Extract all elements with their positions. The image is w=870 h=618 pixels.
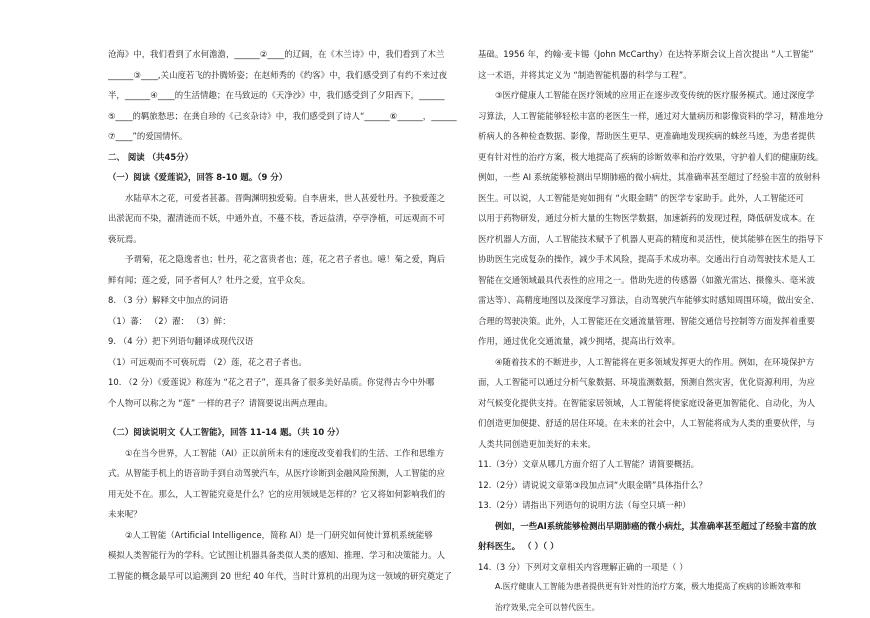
text-line: 9. （4 分）把下列语句翻译成现代汉语 — [108, 331, 458, 352]
text-line: 予谓菊，花之隐逸者也；牡丹，花之富贵者也；莲，花之君子者也。噫！菊之爱，陶后 — [108, 249, 458, 270]
text-line: 例如，一些AI系统能够检测出早期肺癌的微小病灶，其准确率甚至超过了经验丰富的放 — [478, 516, 834, 537]
text-line: A.医疗健康人工智能为患者提供更有针对性的治疗方案，极大地提高了疾病的诊断效率和 — [478, 577, 834, 598]
text-line: 用无处不在。那么，人工智能究竟是什么？它的应用领域是怎样的？它又将如何影响我们的 — [108, 484, 458, 505]
text-line: ①在当今世界，人工智能（AI）正以前所未有的速度改变着我们的生活、工作和思维方 — [108, 443, 458, 464]
text-line: 10. （2 分）《爱莲说》称莲为 “花之君子”，莲具备了很多美好品质。你觉得古今中外哪 — [108, 372, 458, 393]
left-column — [108, 44, 458, 586]
text-line: 沧海》中，我们看到了水何澹澹，______②____的辽阔，在《木兰诗》中，我们看到了木兰 — [108, 44, 458, 65]
text-line: 水陆草木之花，可爱者甚蕃。晋陶渊明独爱菊。自李唐来，世人甚爱牡丹。予独爱莲之 — [108, 188, 458, 209]
text-line: 出淤泥而不染，濯清涟而不妖，中通外直，不蔓不枝，香远益清，亭亭净植，可远观而不可 — [108, 208, 458, 229]
text-line: ⑦____”的爱国情怀。 — [108, 126, 458, 147]
text-line: 雷达等）、高精度地图以及深度学习算法，自动驾驶汽车能够实时感知周围环境，做出安全、 — [478, 290, 834, 311]
text-line: 14.（3 分）下列对文章相关内容理解正确的一项是（ ） — [478, 557, 834, 578]
text-line: 面，人工智能可以通过分析气象数据、环境监测数据，预测自然灾害，优化资源利用，为应 — [478, 372, 834, 393]
text-line: 医疗机器人方面，人工智能技术赋予了机器人更高的精度和灵活性，使其能够在医生的指导下 — [478, 229, 834, 250]
text-line: 12.（2分）请说说文章第③段加点词“火眼金睛”具体指什么？ — [478, 475, 834, 496]
text-line: 们创造更加便捷、舒适的居住环境。在未来的社会中，人工智能将成为人类的重要伙伴，与 — [478, 413, 834, 434]
text-line: 智能在交通领域最具代表性的应用之一。借助先进的传感器（如激光雷达、摄像头、毫米波 — [478, 270, 834, 291]
text-line: 半，______④____的生活情趣；在马致远的《天净沙》中，我们感受到了夕阳西下，______ — [108, 85, 458, 106]
text-line: 13.（2分）请指出下列语句的说明方法（每空只填一种） — [478, 495, 834, 516]
text-line: 这一术语，并将其定义为 “制造智能机器的科学与工程”。 — [478, 65, 834, 86]
text-line: 协助医生完成复杂的操作，减少手术风险，提高手术成功率。交通出行自动驾驶技术是人工 — [478, 249, 834, 270]
text-line: ______③____,关山度若飞的扑腾矫姿；在赵师秀的《约客》中，我们感受到了有约不来过夜 — [108, 65, 458, 86]
text-line: 个人物可以称之为 “莲” 一样的君子？请简要说出两点理由。 — [108, 393, 458, 414]
text-line: ②人工智能（Artificial Intelligence，简称 AI）是一门研究如何使计算机系统能够 — [108, 525, 458, 546]
text-line: 人类共同创造更加美好的未来。 — [478, 434, 834, 455]
text-line: 11.（3分）文章从哪几方面介绍了人工智能？请简要概括。 — [478, 454, 834, 475]
text-line: 作用，通过优化交通流量，减少拥堵，提高出行效率。 — [478, 331, 834, 352]
text-line: 析病人的各种检查数据、影像，帮助医生更早、更准确地发现疾病的蛛丝马迹，为患者提供 — [478, 126, 834, 147]
text-line: 射科医生。 （ ）（ ） — [478, 536, 834, 557]
text-line: 合理的驾驶决策。此外，人工智能还在交通流量管理、智能交通信号控制等方面发挥着重要 — [478, 311, 834, 332]
text-line: 医生。可以说，人工智能是宛如拥有 “火眼金睛” 的医学专家助手。此外，人工智能还可 — [478, 188, 834, 209]
text-line: （1）蕃： （2）濯： （3）鲜： — [108, 311, 458, 332]
text-line: 以用于药物研发，通过分析大量的生物医学数据，加速新药的发现过程，降低研发成本。在 — [478, 208, 834, 229]
text-line: 工智能的概念最早可以追溯到 20 世纪 40 年代，当时计算机的出现为这一领域的研究奠定了 — [108, 566, 458, 587]
text-line: 基础。1956 年，约翰·麦卡锡（John McCarthy）在达特茅斯会议上首次提出 “人工智能” — [478, 44, 834, 65]
text-line: （二）阅读说明文《人工智能》，回答 11-14 题。（共 10 分） — [108, 422, 458, 443]
text-line: 更有针对性的治疗方案，极大地提高了疾病的诊断效率和治疗效果，守护着人们的健康防线。 — [478, 147, 834, 168]
text-line: ④随着技术的不断进步，人工智能将在更多领域发挥更大的作用。例如，在环境保护方 — [478, 352, 834, 373]
text-line: 亵玩焉。 — [108, 229, 458, 250]
text-line: ⑤____的羁旅愁思；在龚自珍的《己亥杂诗》中，我们感受到了诗人“______⑥______，______ — [108, 106, 458, 127]
text-line: 治疗效果,完全可以替代医生。 — [478, 598, 834, 618]
text-line: 鲜有闻；莲之爱，同予者何人？牡丹之爱，宜乎众矣。 — [108, 270, 458, 291]
text-line: 例如，一些 AI 系统能够检测出早期肺癌的微小病灶，其准确率甚至超过了经验丰富的放射科 — [478, 167, 834, 188]
text-line: 二、 阅读 （共45分） — [108, 147, 458, 168]
text-line: 模拟人类智能行为的学科。它试图让机器具备类似人类的感知、推理、学习和决策能力。人 — [108, 545, 458, 566]
text-line: （1）可远观而不可亵玩焉 （2）莲，花之君子者也。 — [108, 352, 458, 373]
text-line: 习算法，人工智能能够轻松丰富的老医生一样，通过对大量病历和影像资料的学习，精准地分 — [478, 106, 834, 127]
text-line: 式。从智能手机上的语音助手到自动驾驶汽车，从医疗诊断到金融风险预测，人工智能的应 — [108, 463, 458, 484]
right-column — [478, 44, 834, 618]
spacer — [108, 413, 458, 422]
text-line: ③医疗健康人工智能在医疗领域的应用正在逐步改变传统的医疗服务模式。通过深度学 — [478, 85, 834, 106]
text-line: 未来呢？ — [108, 504, 458, 525]
text-line: 8. （3 分）解释文中加点的词语 — [108, 290, 458, 311]
text-line: 对气候变化提供支持。在智能家居领域，人工智能将使家庭设备更加智能化、自动化，为人 — [478, 393, 834, 414]
text-line: （一）阅读《爱莲说》，回答 8-10 题。（9 分） — [108, 167, 458, 188]
